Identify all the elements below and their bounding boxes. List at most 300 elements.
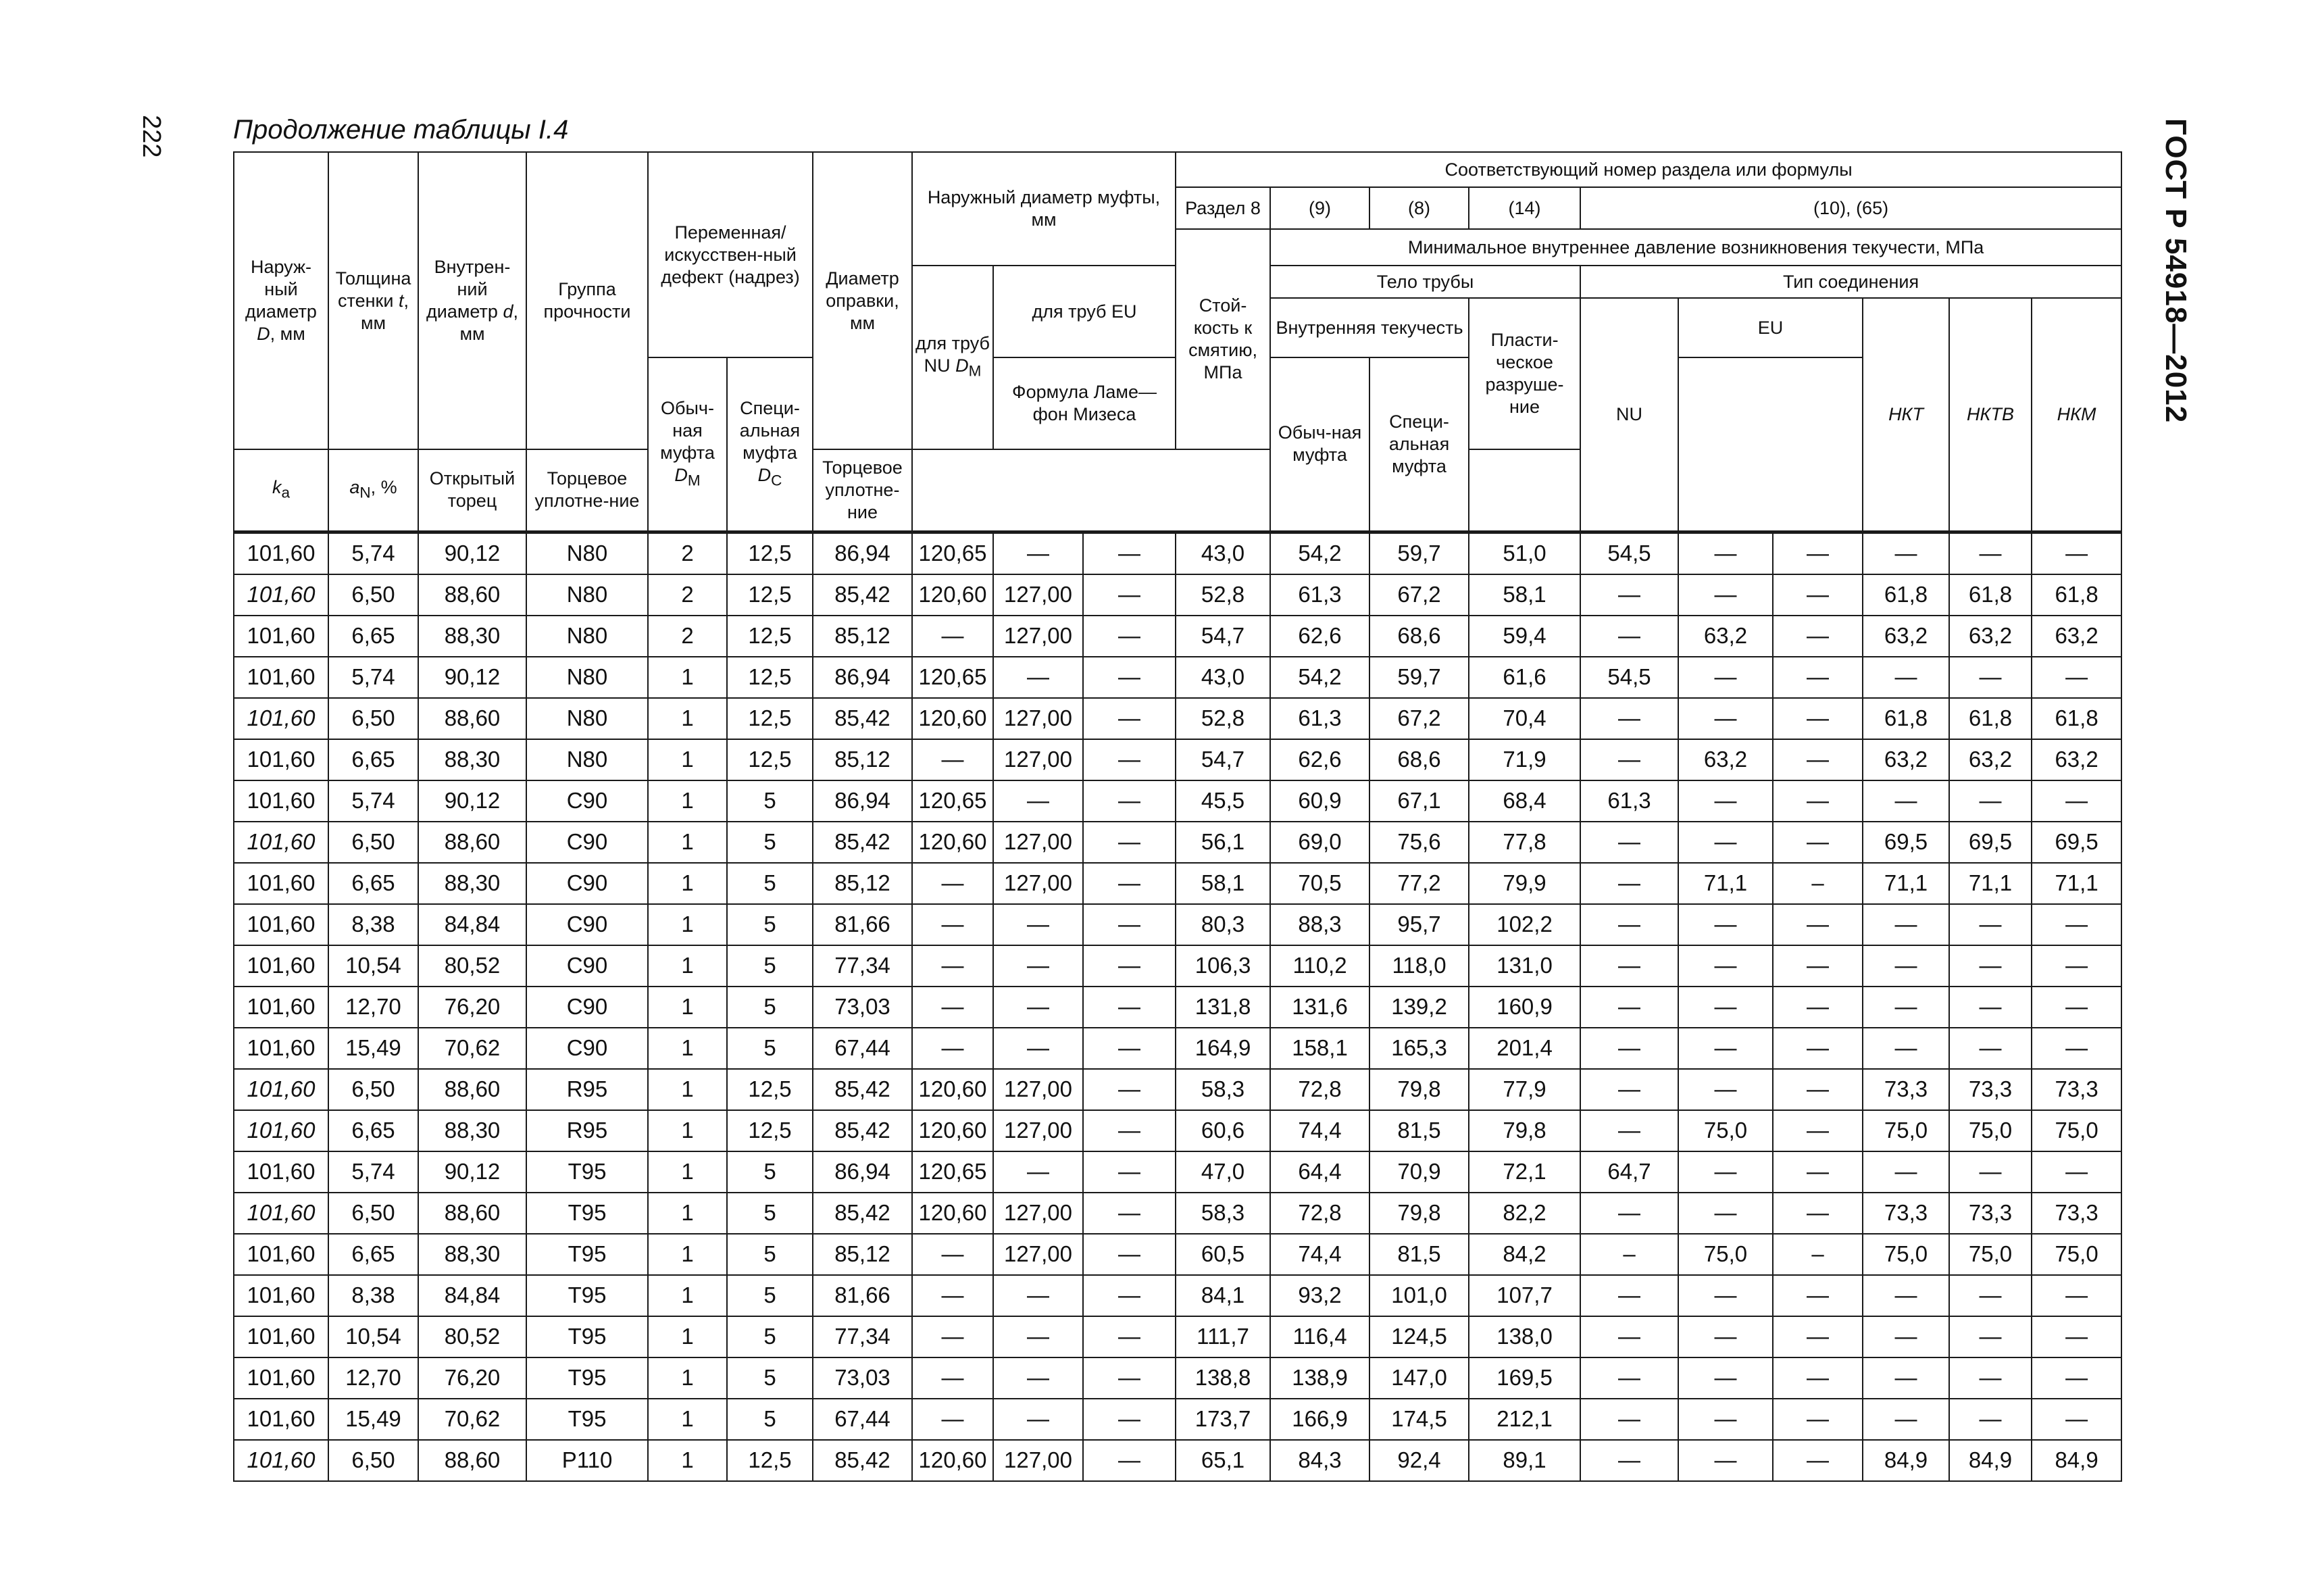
table-cell: —: [993, 1316, 1083, 1357]
table-cell: —: [2032, 1151, 2121, 1193]
table-cell: 116,4: [1270, 1316, 1369, 1357]
table-cell: 61,3: [1580, 780, 1678, 822]
table-cell: N80: [526, 698, 648, 739]
table-cell: 173,7: [1176, 1399, 1270, 1440]
table-cell: 85,42: [813, 1110, 912, 1151]
table-cell: 61,8: [2032, 698, 2121, 739]
table-cell: 174,5: [1369, 1399, 1469, 1440]
table-cell: 1: [648, 780, 727, 822]
table-header: [234, 152, 2121, 532]
table-cell: —: [1083, 863, 1176, 904]
table-cell: 101,60: [234, 739, 328, 780]
table-cell: N80: [526, 574, 648, 616]
header-section-title: Соответствующий номер раздела или формулы: [1176, 152, 2121, 187]
table-cell: 101,60: [234, 657, 328, 698]
table-row: [234, 1069, 2121, 1110]
table-cell: 158,1: [1270, 1028, 1369, 1069]
table-cell: 54,5: [1580, 657, 1678, 698]
table-cell: —: [1083, 780, 1176, 822]
table-cell: 77,2: [1369, 863, 1469, 904]
table-cell: —: [912, 1316, 993, 1357]
table-cell: 101,60: [234, 904, 328, 945]
table-cell: 85,42: [813, 1193, 912, 1234]
table-cell: —: [1863, 1316, 1949, 1357]
header-formula9: (9): [1270, 187, 1369, 229]
table-cell: 1: [648, 1151, 727, 1193]
table-cell: —: [1678, 1028, 1773, 1069]
table-cell: 71,1: [1949, 863, 2032, 904]
table-cell: —: [1773, 1193, 1863, 1234]
table-cell: 73,3: [1863, 1069, 1949, 1110]
table-cell: –: [1580, 1234, 1678, 1275]
table-cell: 52,8: [1176, 698, 1270, 739]
table-cell: —: [1863, 1357, 1949, 1399]
table-cell: —: [912, 1028, 993, 1069]
table-cell: —: [1083, 1028, 1176, 1069]
header-special-coupling-eu: Специ-альная муфта: [1369, 357, 1469, 532]
table-cell: 88,60: [418, 1193, 526, 1234]
table-cell: 101,60: [234, 1275, 328, 1316]
table-cell: 131,0: [1469, 945, 1580, 987]
table-cell: 139,2: [1369, 987, 1469, 1028]
table-cell: 85,12: [813, 863, 912, 904]
table-cell: —: [1949, 1151, 2032, 1193]
table-cell: 138,0: [1469, 1316, 1580, 1357]
table-cell: —: [1678, 904, 1773, 945]
table-cell: 1: [648, 1275, 727, 1316]
table-cell: 120,65: [912, 657, 993, 698]
table-cell: 54,7: [1176, 616, 1270, 657]
table-cell: —: [993, 657, 1083, 698]
table-cell: 131,6: [1270, 987, 1369, 1028]
table-cell: 1: [648, 1399, 727, 1440]
table-cell: 85,12: [813, 616, 912, 657]
table-cell: 101,60: [234, 987, 328, 1028]
table-cell: —: [1678, 698, 1773, 739]
table-cell: 61,3: [1270, 698, 1369, 739]
table-cell: 77,8: [1469, 822, 1580, 863]
table-row: [234, 1193, 2121, 1234]
table-cell: —: [1580, 1357, 1678, 1399]
table-cell: 127,00: [993, 698, 1083, 739]
table-cell: —: [2032, 945, 2121, 987]
table-cell: 90,12: [418, 532, 526, 574]
table-cell: 70,62: [418, 1028, 526, 1069]
table-cell: 85,42: [813, 1440, 912, 1481]
table-cell: 1: [648, 987, 727, 1028]
table-cell: T95: [526, 1275, 648, 1316]
table-cell: 61,8: [1949, 698, 2032, 739]
table-cell: 120,60: [912, 1193, 993, 1234]
table-cell: 63,2: [2032, 739, 2121, 780]
table-cell: 5,74: [328, 532, 418, 574]
table-cell: 101,60: [234, 1399, 328, 1440]
table-cell: 67,2: [1369, 574, 1469, 616]
table-cell: 76,20: [418, 987, 526, 1028]
table-cell: 12,5: [727, 1110, 813, 1151]
table-cell: 5: [727, 1316, 813, 1357]
table-cell: 6,65: [328, 1234, 418, 1275]
table-cell: 71,1: [1863, 863, 1949, 904]
table-cell: —: [2032, 1357, 2121, 1399]
table-cell: 5: [727, 1193, 813, 1234]
table-cell: 111,7: [1176, 1316, 1270, 1357]
table-cell: —: [1083, 822, 1176, 863]
table-cell: 127,00: [993, 863, 1083, 904]
table-cell: 6,50: [328, 698, 418, 739]
table-cell: 101,60: [234, 574, 328, 616]
table-cell: T95: [526, 1234, 648, 1275]
table-row: [234, 657, 2121, 698]
header-nkm: НКМ: [2032, 298, 2121, 532]
table-cell: —: [1678, 657, 1773, 698]
table-cell: —: [912, 1275, 993, 1316]
table-cell: 93,2: [1270, 1275, 1369, 1316]
table-cell: 58,3: [1176, 1069, 1270, 1110]
table-cell: 84,1: [1176, 1275, 1270, 1316]
table-cell: 72,8: [1270, 1069, 1369, 1110]
table-cell: —: [1083, 1399, 1176, 1440]
table-cell: —: [1773, 616, 1863, 657]
table-cell: 1: [648, 1028, 727, 1069]
table-cell: 76,20: [418, 1357, 526, 1399]
table-cell: —: [2032, 780, 2121, 822]
table-cell: 1: [648, 698, 727, 739]
table-cell: 5: [727, 1357, 813, 1399]
table-cell: 6,65: [328, 863, 418, 904]
table-cell: 85,42: [813, 574, 912, 616]
header-nu: NU: [1580, 298, 1678, 532]
table-cell: —: [912, 616, 993, 657]
table-cell: 84,9: [2032, 1440, 2121, 1481]
table-cell: –: [1773, 863, 1863, 904]
table-cell: 12,70: [328, 1357, 418, 1399]
table-cell: —: [1949, 987, 2032, 1028]
table-cell: —: [1678, 822, 1773, 863]
header-outer-diameter: Наруж-ный диаметр D, мм: [234, 152, 328, 449]
table-cell: —: [1083, 698, 1176, 739]
table-cell: C90: [526, 822, 648, 863]
table-cell: 1: [648, 1234, 727, 1275]
table-cell: 5,74: [328, 1151, 418, 1193]
table-cell: —: [1083, 1357, 1176, 1399]
table-cell: 88,60: [418, 698, 526, 739]
header-coupling-diameter: Наружный диаметр муфты, мм: [912, 152, 1176, 266]
table-cell: —: [993, 780, 1083, 822]
table-cell: —: [1580, 1316, 1678, 1357]
table-cell: —: [1949, 532, 2032, 574]
table-cell: 5: [727, 1399, 813, 1440]
table-cell: —: [1773, 987, 1863, 1028]
table-cell: T95: [526, 1151, 648, 1193]
table-cell: —: [1863, 657, 1949, 698]
table-cell: 56,1: [1176, 822, 1270, 863]
table-cell: 69,5: [2032, 822, 2121, 863]
table-cell: C90: [526, 987, 648, 1028]
table-cell: 1: [648, 1357, 727, 1399]
table-cell: C90: [526, 945, 648, 987]
header-formula14: (14): [1469, 187, 1580, 229]
table-cell: 71,9: [1469, 739, 1580, 780]
table-cell: 75,0: [1949, 1234, 2032, 1275]
table-cell: 101,60: [234, 863, 328, 904]
table-cell: 5: [727, 1275, 813, 1316]
table-cell: 101,60: [234, 1151, 328, 1193]
table-cell: 1: [648, 904, 727, 945]
table-cell: 75,0: [2032, 1110, 2121, 1151]
page-number: 222: [137, 115, 166, 158]
table-cell: 101,60: [234, 780, 328, 822]
table-row: [234, 698, 2121, 739]
table-cell: N80: [526, 532, 648, 574]
table-cell: 82,2: [1469, 1193, 1580, 1234]
table-cell: —: [1949, 657, 2032, 698]
table-cell: —: [1083, 532, 1176, 574]
table-cell: 8,38: [328, 1275, 418, 1316]
header-nkt: НКТ: [1863, 298, 1949, 532]
table-cell: 73,3: [2032, 1069, 2121, 1110]
table-cell: —: [1773, 1028, 1863, 1069]
table-cell: 84,84: [418, 904, 526, 945]
table-body: [234, 532, 2121, 1481]
table-cell: 12,5: [727, 1069, 813, 1110]
table-cell: 160,9: [1469, 987, 1580, 1028]
table-cell: —: [1863, 904, 1949, 945]
table-row: [234, 1234, 2121, 1275]
table-cell: —: [1083, 987, 1176, 1028]
table-cell: 43,0: [1176, 657, 1270, 698]
table-cell: —: [1863, 1399, 1949, 1440]
table-cell: 75,0: [2032, 1234, 2121, 1275]
table-cell: 15,49: [328, 1399, 418, 1440]
table-cell: —: [1863, 1028, 1949, 1069]
table-cell: 120,60: [912, 698, 993, 739]
table-cell: 47,0: [1176, 1151, 1270, 1193]
table-cell: —: [1773, 698, 1863, 739]
table-cell: —: [1773, 1357, 1863, 1399]
table-cell: 12,5: [727, 616, 813, 657]
table-row: [234, 739, 2121, 780]
table-cell: —: [1773, 1399, 1863, 1440]
table-cell: —: [1580, 574, 1678, 616]
table-cell: 1: [648, 739, 727, 780]
table-cell: —: [1580, 1028, 1678, 1069]
table-cell: R95: [526, 1069, 648, 1110]
table-cell: 88,30: [418, 863, 526, 904]
table-cell: 61,8: [1949, 574, 2032, 616]
table-cell: 88,30: [418, 1110, 526, 1151]
table-cell: 102,2: [1469, 904, 1580, 945]
header-defect: Переменная/ искусствен-ный дефект (надрез): [648, 152, 813, 357]
table-row: [234, 616, 2121, 657]
table-cell: 84,84: [418, 1275, 526, 1316]
table-cell: —: [1678, 1275, 1773, 1316]
table-cell: —: [1773, 822, 1863, 863]
table-cell: 5,74: [328, 657, 418, 698]
table-cell: 71,1: [2032, 863, 2121, 904]
table-cell: —: [1580, 1069, 1678, 1110]
table-cell: —: [1773, 574, 1863, 616]
table-cell: 61,8: [1863, 698, 1949, 739]
table-cell: —: [1083, 1151, 1176, 1193]
table-cell: 75,0: [1863, 1110, 1949, 1151]
table-cell: —: [1773, 1316, 1863, 1357]
table-cell: 138,9: [1270, 1357, 1369, 1399]
table-cell: —: [1580, 1440, 1678, 1481]
table-cell: —: [1949, 1316, 2032, 1357]
table-cell: 89,1: [1469, 1440, 1580, 1481]
table-cell: 88,60: [418, 574, 526, 616]
header-min-pressure: Минимальное внутреннее давление возникновения текучести, МПа: [1270, 229, 2121, 266]
table-cell: 67,44: [813, 1399, 912, 1440]
table-cell: 6,50: [328, 1069, 418, 1110]
header-formula8: (8): [1369, 187, 1469, 229]
table-cell: 79,8: [1469, 1110, 1580, 1151]
table-cell: 5: [727, 1028, 813, 1069]
table-cell: —: [1580, 1193, 1678, 1234]
table-cell: 85,12: [813, 739, 912, 780]
table-cell: 63,2: [1678, 739, 1773, 780]
header-regular-coupling-eu: Обыч-ная муфта: [1270, 357, 1369, 532]
table-cell: —: [1773, 945, 1863, 987]
table-cell: T95: [526, 1316, 648, 1357]
header-eu: EU: [1678, 298, 1863, 357]
table-cell: —: [2032, 987, 2121, 1028]
table-cell: —: [993, 945, 1083, 987]
table-cell: 124,5: [1369, 1316, 1469, 1357]
table-cell: 70,4: [1469, 698, 1580, 739]
table-cell: 88,30: [418, 1234, 526, 1275]
table-cell: 169,5: [1469, 1357, 1580, 1399]
table-cell: 63,2: [1863, 616, 1949, 657]
table-cell: —: [1949, 1399, 2032, 1440]
table-row: [234, 1275, 2121, 1316]
table-cell: —: [1083, 1275, 1176, 1316]
table-cell: 43,0: [1176, 532, 1270, 574]
table-cell: —: [993, 1399, 1083, 1440]
header-an: $a_N$, %: [328, 449, 418, 532]
table-cell: 60,9: [1270, 780, 1369, 822]
table-cell: 80,52: [418, 1316, 526, 1357]
table-cell: 2: [648, 532, 727, 574]
table-cell: —: [1863, 945, 1949, 987]
table-cell: —: [1083, 574, 1176, 616]
table-cell: 127,00: [993, 1110, 1083, 1151]
table-cell: 77,34: [813, 1316, 912, 1357]
table-cell: 101,60: [234, 1110, 328, 1151]
table-cell: 73,3: [1863, 1193, 1949, 1234]
table-cell: 5: [727, 863, 813, 904]
table-cell: 101,60: [234, 1028, 328, 1069]
table-cell: —: [993, 1028, 1083, 1069]
table-cell: 75,6: [1369, 822, 1469, 863]
table-cell: —: [1773, 1275, 1863, 1316]
table-cell: 75,0: [1863, 1234, 1949, 1275]
table-cell: —: [2032, 1316, 2121, 1357]
table-cell: N80: [526, 616, 648, 657]
table-cell: 127,00: [993, 1234, 1083, 1275]
table-cell: —: [1773, 657, 1863, 698]
table-cell: 1: [648, 1440, 727, 1481]
table-cell: 127,00: [993, 1440, 1083, 1481]
table-cell: 61,8: [1863, 574, 1949, 616]
table-cell: 59,4: [1469, 616, 1580, 657]
table-cell: 201,4: [1469, 1028, 1580, 1069]
table-cell: T95: [526, 1357, 648, 1399]
table-cell: 120,60: [912, 822, 993, 863]
table-row: [234, 945, 2121, 987]
table-row: [234, 904, 2121, 945]
table-cell: 5: [727, 904, 813, 945]
table-cell: 101,60: [234, 1234, 328, 1275]
table-cell: 88,60: [418, 822, 526, 863]
table-cell: 69,5: [1949, 822, 2032, 863]
header-end-seal-plastic: Торцевое уплотне-ние: [813, 449, 912, 532]
table-cell: 62,6: [1270, 616, 1369, 657]
table-cell: 72,1: [1469, 1151, 1580, 1193]
table-cell: —: [1083, 616, 1176, 657]
table-cell: 69,5: [1863, 822, 1949, 863]
table-cell: 127,00: [993, 1069, 1083, 1110]
table-cell: —: [1678, 945, 1773, 987]
table-cell: 101,60: [234, 1357, 328, 1399]
header-strength-group: Группа прочности: [526, 152, 648, 449]
table-row: [234, 1316, 2121, 1357]
table-cell: 54,2: [1270, 532, 1369, 574]
table-cell: 101,60: [234, 1316, 328, 1357]
table-cell: 6,50: [328, 1440, 418, 1481]
table-cell: —: [912, 739, 993, 780]
table-cell: —: [1949, 1357, 2032, 1399]
table-cell: 71,1: [1678, 863, 1773, 904]
table-cell: 63,2: [1949, 739, 2032, 780]
table-cell: 5: [727, 780, 813, 822]
header-formula10-65: (10), (65): [1580, 187, 2121, 229]
table-cell: 81,5: [1369, 1110, 1469, 1151]
table-cell: —: [1678, 574, 1773, 616]
table-cell: —: [912, 945, 993, 987]
table-cell: 101,0: [1369, 1275, 1469, 1316]
table-cell: —: [1773, 532, 1863, 574]
table-cell: —: [993, 904, 1083, 945]
table-cell: 88,60: [418, 1069, 526, 1110]
table-cell: 12,5: [727, 574, 813, 616]
table-cell: —: [1580, 822, 1678, 863]
table-cell: 80,3: [1176, 904, 1270, 945]
table-cell: —: [912, 904, 993, 945]
table-cell: 12,5: [727, 532, 813, 574]
table-cell: —: [2032, 1275, 2121, 1316]
header-special-coupling: Специ-альная муфта $D_С$: [727, 357, 813, 532]
table-cell: 85,42: [813, 822, 912, 863]
table-cell: C90: [526, 1028, 648, 1069]
header-inner-diameter: Внутрен-ний диаметр d, мм: [418, 152, 526, 449]
table-cell: —: [2032, 532, 2121, 574]
table-cell: 212,1: [1469, 1399, 1580, 1440]
table-cell: 10,54: [328, 945, 418, 987]
table-cell: 84,3: [1270, 1440, 1369, 1481]
header-collapse-resistance: Стой-кость к смятию, МПа: [1176, 229, 1270, 449]
table-cell: 58,1: [1469, 574, 1580, 616]
table-cell: 118,0: [1369, 945, 1469, 987]
table-cell: 120,60: [912, 574, 993, 616]
table-cell: 127,00: [993, 616, 1083, 657]
table-cell: —: [1773, 904, 1863, 945]
table-cell: —: [1863, 987, 1949, 1028]
table-cell: —: [1083, 904, 1176, 945]
table-cell: 86,94: [813, 657, 912, 698]
table-cell: 95,7: [1369, 904, 1469, 945]
